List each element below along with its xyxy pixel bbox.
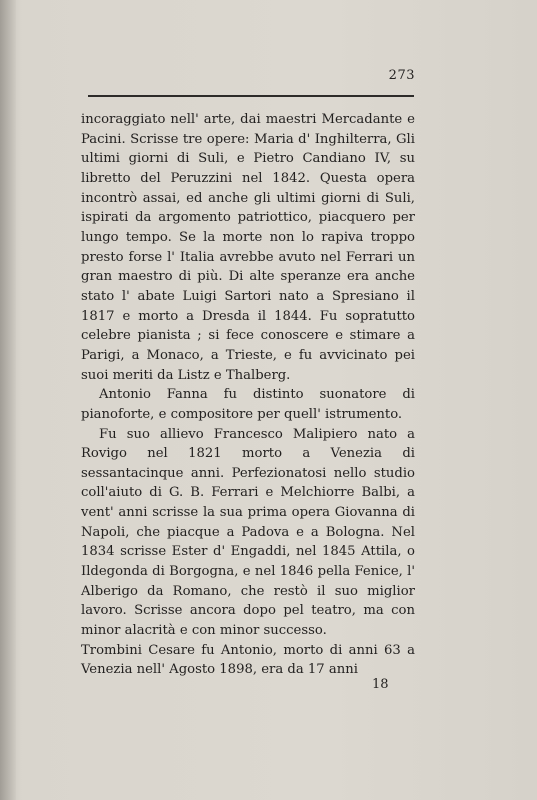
page-gutter-shadow [0,0,16,800]
page-number: 273 [388,68,415,83]
paragraph-continued: incoraggiato nell' arte, dai maestri Mercadante e Pacini. Scrisse tre opere: Maria d' Inghilterra, Gli ultimi giorni di Suli, e Pietro Candiano IV, su libretto del Peruzzini nel 1842. Questa opera incontrò assai, ed anche gli ultimi giorni di Suli, ispirati da argomento patriottico, piacquero per lungo tempo. Se la morte non lo rapiva troppo presto forse l' Italia avrebbe avuto nel Ferrari un gran maestro di più. Di alte speranze era anche stato l' abate Luigi Sartori nato a Spresiano il 1817 e morto a Dresda il 1844. Fu sopratutto celebre pianista ; si fece conoscere e stimare a Parigi, a Monaco, a Trieste, e fu avvicinato pei suoi meriti da Listz e Thalberg. [81,112,415,383]
page-body [81,110,415,680]
paragraph-fanna: Antonio Fanna fu distinto suonatore di pianoforte, e compositore per quell' istrumento. [81,387,415,422]
signature-mark: 18 [372,677,389,692]
paragraph-trombini: Trombini Cesare fu Antonio, morto di anni 63 a Venezia nell' Agosto 1898, era da 17 anni [81,642,415,678]
header-rule [88,95,414,97]
paragraph-malipiero: Fu suo allievo Francesco Malipiero nato a Rovigo nel 1821 morto a Venezia di sessantacinque anni. Perfezionatosi nello studio coll'aiuto di G. B. Ferrari e Melchiorre Balbi, a vent' anni scrisse la sua prima opera Giovanna di Napoli, che piacque a Padova e a Bologna. Nel 1834 scrisse Ester d' Engaddi, nel 1845 Attila, o Ildegonda di Borgogna, e nel 1846 pella Fenice, l' Alberigo da Romano, che restò il suo miglior lavoro. Scrisse ancora dopo pel teatro, ma con minor alacrità e con minor successo. [81,426,415,639]
